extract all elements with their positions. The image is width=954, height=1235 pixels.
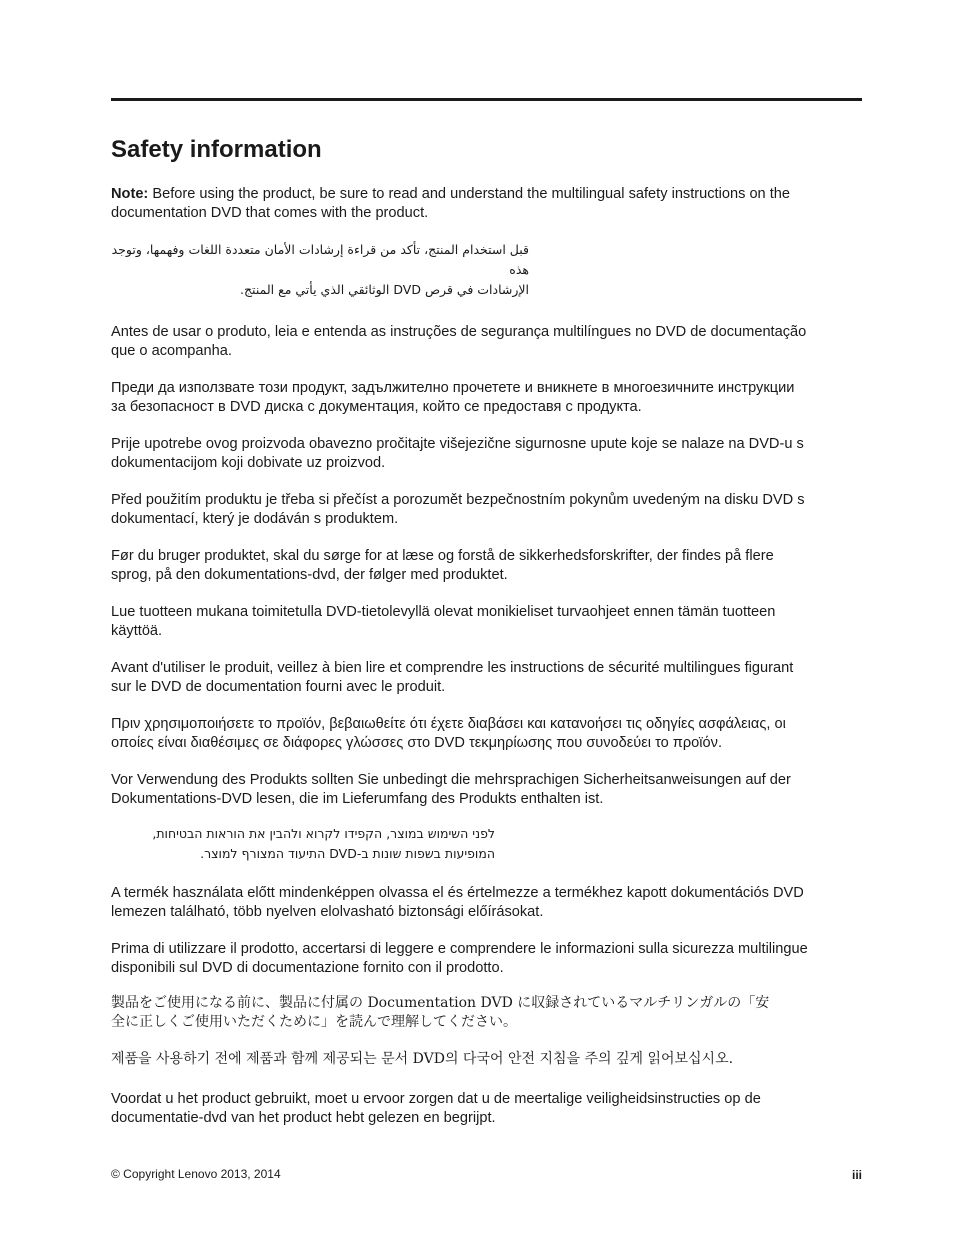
safety-note-german: Vor Verwendung des Produkts sollten Sie unbedingt die mehrsprachigen Sicherheitsanweisungen auf der Dokumentations-DVD lesen, die im Lieferumfang des Produkts enthalten ist.: [111, 772, 791, 807]
safety-note-korean: 제품을 사용하기 전에 제품과 함께 제공되는 문서 DVD의 다국어 안전 지침을 주의 깊게 읽어보십시오.: [111, 1051, 734, 1067]
footer-copyright: © Copyright Lenovo 2013, 2014: [111, 1167, 281, 1181]
safety-note-portuguese: Antes de usar o produto, leia e entenda as instruções de segurança multilíngues no DVD de documentação que o acompanha.: [111, 324, 807, 359]
safety-note-arabic: قبل استخدام المنتج، تأكد من قراءة إرشادات الأمان متعددة اللغات وفهمها، وتوجد هذه الإرشادات في قرص DVD الوثائقي الذي يأتي مع المنتج.: [111, 242, 529, 297]
safety-note-bulgarian: Преди да използвате този продукт, задължително прочетете и вникнете в многоезичните инструкции за безопасност в DVD диска с документация, който се предоставя с продукта.: [111, 380, 795, 415]
safety-note-dutch: Voordat u het product gebruikt, moet u ervoor zorgen dat u de meertalige veiligheidsinstructies op de documentatie-dvd van het product hebt gelezen en begrijpt.: [111, 1091, 761, 1126]
note-label: Note:: [111, 186, 149, 202]
safety-note-czech: Před použitím produktu je třeba si přečíst a porozumět bezpečnostním pokynům uvedeným na disku DVD s dokumentací, který je dodáván s produktem.: [111, 492, 805, 527]
note-text: Before using the product, be sure to read and understand the multilingual safety instructions on the documentation DVD that comes with the product.: [111, 186, 791, 221]
safety-note-hebrew: לפני השימוש במוצר, הקפידו לקרוא ולהבין את הוראות הבטיחות, המופיעות בשפות שונות ב-DVD התיעוד המצורף למוצר.: [152, 826, 495, 861]
safety-note-greek: Πριν χρησιμοποιήσετε το προϊόν, βεβαιωθείτε ότι έχετε διαβάσει και κατανοήσει τις οδηγίες ασφάλειας, οι οποίες είναι διαθέσιμες σε διάφορες γλώσσες στο DVD τεκμηρίωσης που συνοδεύει το προϊόν.: [111, 716, 786, 751]
page-title: Safety information: [111, 136, 322, 163]
safety-note-croatian: Prije upotrebe ovog proizvoda obavezno pročitajte višejezične sigurnosne upute koje se nalaze na DVD-u s dokumentacijom koji dobivate uz proizvod.: [111, 436, 804, 471]
header-rule: [111, 98, 862, 101]
safety-content: [111, 185, 862, 1128]
page-number: iii: [851, 1168, 862, 1182]
safety-note-french: Avant d'utiliser le produit, veillez à bien lire et comprendre les instructions de sécurité multilingues figurant sur le DVD de documentation fourni avec le produit.: [111, 660, 794, 695]
safety-note-italian: Prima di utilizzare il prodotto, accertarsi di leggere e comprendere le informazioni sulla sicurezza multilingue disponibili sul DVD di documentazione fornito con il prodotto.: [111, 941, 808, 976]
safety-note-danish: Før du bruger produktet, skal du sørge for at læse og forstå de sikkerhedsforskrifter, der findes på flere sprog, på den dokumentations-dvd, der følger med produktet.: [111, 548, 774, 583]
safety-note-japanese: 製品をご使用になる前に、製品に付属の Documentation DVD に収録されているマルチリンガルの「安 全に正しくご使用いただくために」を読んで理解してください。: [111, 995, 770, 1030]
safety-note-hungarian: A termék használata előtt mindenképpen olvassa el és értelmezze a termékhez kapott dokumentációs DVD lemezen található, több nyelven elolvasható biztonsági előírásokat.: [111, 885, 804, 920]
safety-note-finnish: Lue tuotteen mukana toimitetulla DVD-tietolevyllä olevat monikieliset turvaohjeet ennen tämän tuotteen käyttöä.: [111, 604, 776, 639]
note-paragraph: [111, 185, 862, 223]
